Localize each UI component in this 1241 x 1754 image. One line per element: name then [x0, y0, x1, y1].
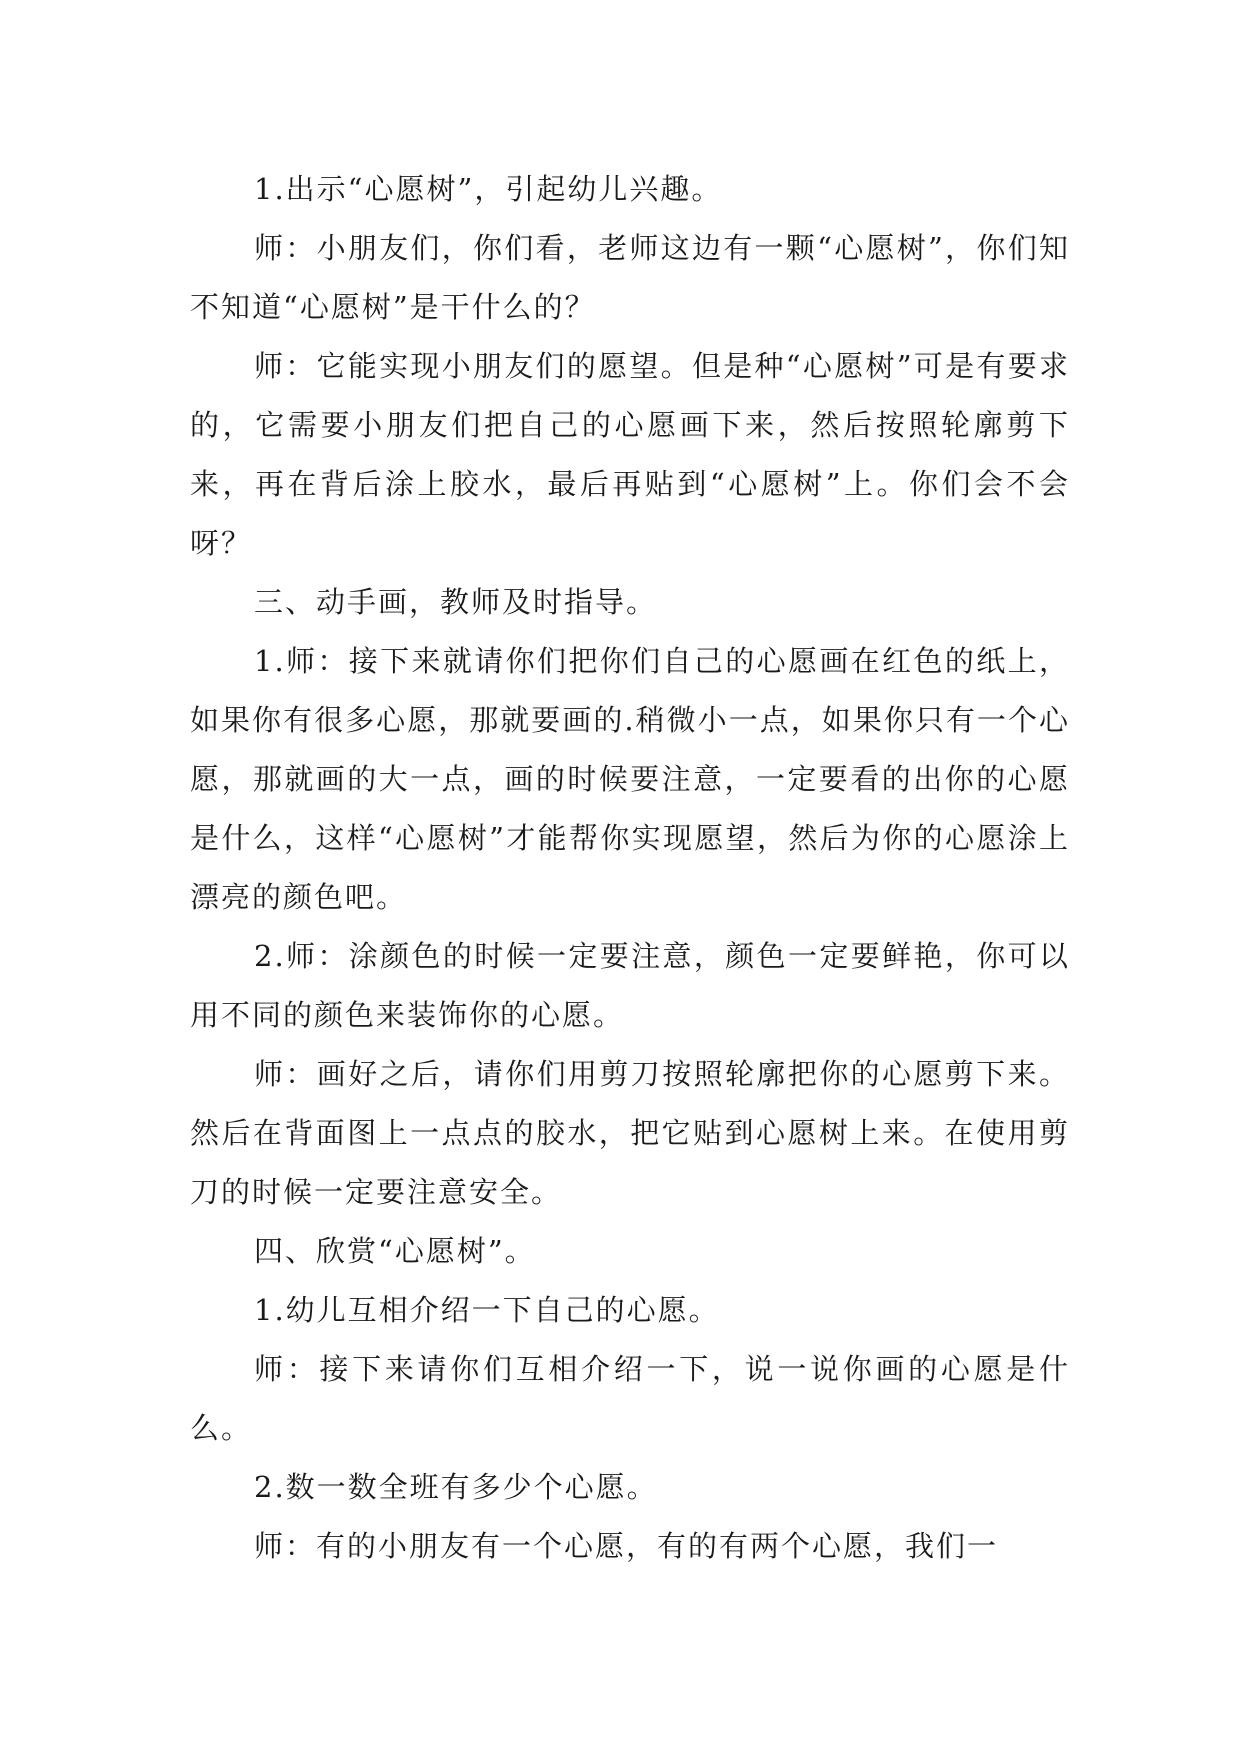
paragraph: 1.幼儿互相介绍一下自己的心愿。	[254, 1293, 720, 1327]
paragraph: 师：画好之后，请你们用剪刀按照轮廓把你的心愿剪下来。然后在背面图上一点点的胶水，把它贴到心愿树上来。在使用剪刀的时候一定要注意安全。	[190, 1057, 1070, 1209]
paragraph: 1.出示“心愿树”，引起幼儿兴趣。	[254, 172, 723, 206]
paragraph: 1.师：接下来就请你们把你们自己的心愿画在红色的纸上，如果你有很多心愿，那就要画的.稍微小一点，如果你只有一个心愿，那就画的大一点，画的时候要注意，一定要看的出你的心愿是什么，这样“心愿树”才能帮你实现愿望，然后为你的心愿涂上漂亮的颜色吧。	[190, 644, 1070, 914]
paragraph: 2.数一数全班有多少个心愿。	[254, 1470, 658, 1504]
section-heading: 三、动手画，教师及时指导。	[254, 585, 658, 619]
paragraph: 师：它能实现小朋友们的愿望。但是种“心愿树”可是有要求的，它需要小朋友们把自己的心愿画下来，然后按照轮廓剪下来，再在背后涂上胶水，最后再贴到“心愿树”上。你们会不会呀？	[190, 349, 1070, 560]
paragraph: 师：有的小朋友有一个心愿，有的有两个心愿，我们一	[254, 1529, 999, 1563]
paragraph: 师：接下来请你们互相介绍一下，说一说你画的心愿是什么。	[190, 1352, 1070, 1445]
paragraph: 师：小朋友们，你们看，老师这边有一颗“心愿树”，你们知不知道“心愿树”是干什么的？	[190, 231, 1070, 324]
paragraph: 2.师：涂颜色的时候一定要注意，颜色一定要鲜艳，你可以用不同的颜色来装饰你的心愿。	[190, 939, 1070, 1032]
section-heading: 四、欣赏“心愿树”。	[254, 1234, 536, 1268]
document-body	[190, 160, 1070, 1576]
